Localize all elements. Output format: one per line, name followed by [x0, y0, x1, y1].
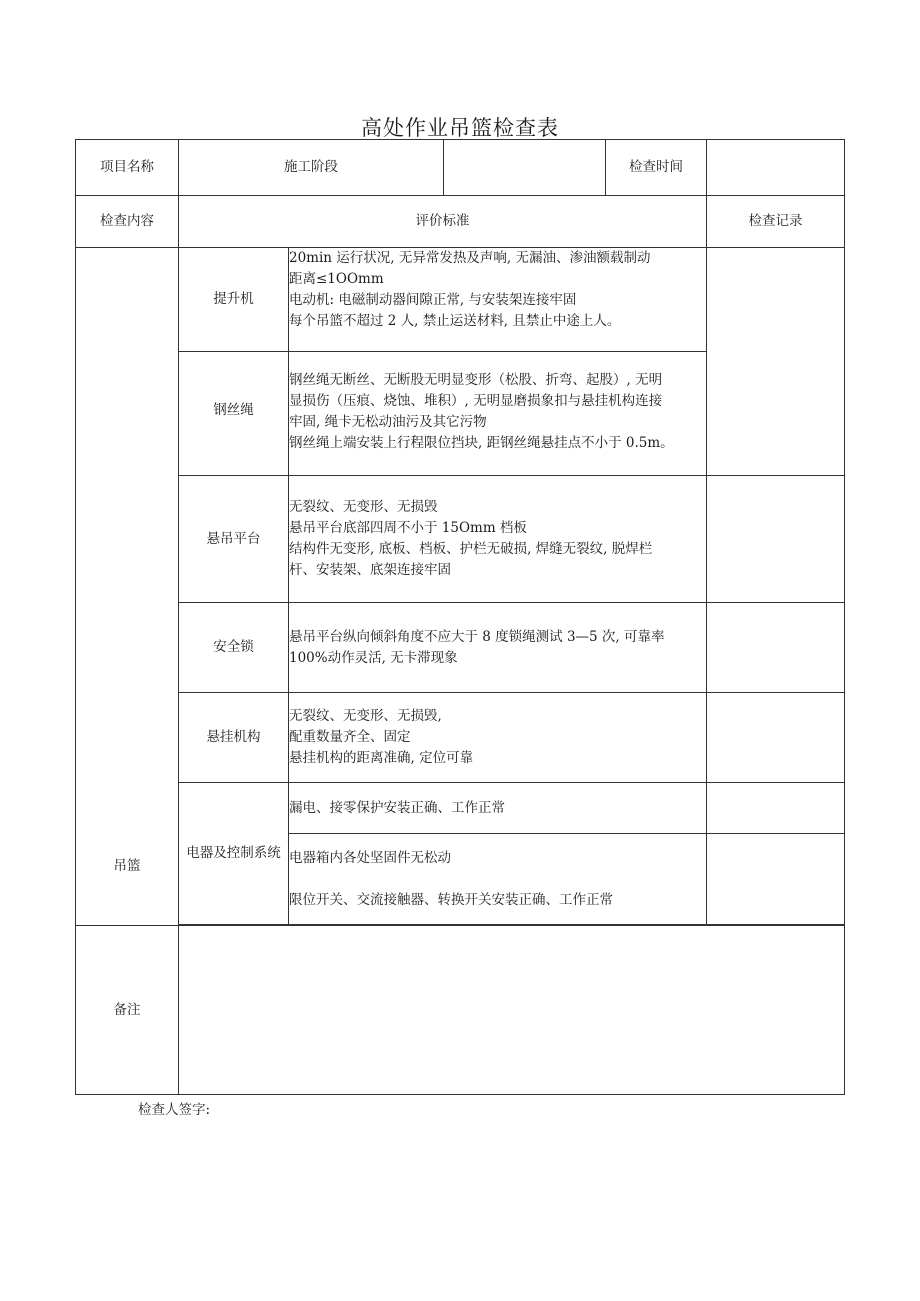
criteria-safety-lock: 悬吊平台纵向倾斜角度不应大于 8 度锁绳测试 3—5 次, 可靠率 100%动作灵活, 无卡滞现象 [289, 603, 707, 693]
item-name-wire-rope: 钢丝绳 [179, 352, 289, 476]
table-row [76, 248, 845, 352]
column-header-standard: 评价标准 [179, 196, 707, 248]
item-name-platform: 悬吊平台 [179, 476, 289, 603]
table-row [76, 476, 845, 603]
record-cell-suspension[interactable] [707, 693, 845, 783]
record-cell-hoist-rope[interactable] [707, 248, 845, 476]
table-row [76, 693, 845, 783]
page-title: 高处作业吊篮检查表 [361, 116, 559, 140]
stage-value-cell[interactable] [444, 140, 606, 196]
record-cell-safety-lock[interactable] [707, 603, 845, 693]
item-name-electrical: 电器及控制系统 [179, 783, 289, 925]
header-row [76, 140, 845, 196]
inspection-table [75, 139, 845, 1095]
remarks-label: 备注 [76, 926, 179, 1095]
criteria-electrical-a: 漏电、接零保护安装正确、工作正常 [289, 783, 707, 834]
record-cell-electrical-b[interactable] [707, 834, 845, 925]
item-name-safety-lock: 安全锁 [179, 603, 289, 693]
criteria-suspension: 无裂纹、无变形、无损毁, 配重数量齐全、固定 悬挂机构的距离准确, 定位可靠 [289, 693, 707, 783]
stage-label: 施工阶段 [179, 140, 444, 196]
column-header-row [76, 196, 845, 248]
project-name-label: 项目名称 [76, 140, 179, 196]
item-name-hoist: 提升机 [179, 248, 289, 352]
criteria-electrical-b: 电器箱内各处坚固件无松动 限位开关、交流接触器、转换开关安装正确、工作正常 [289, 834, 707, 925]
column-header-record: 检查记录 [707, 196, 845, 248]
item-name-suspension: 悬挂机构 [179, 693, 289, 783]
check-time-label: 检查时间 [606, 140, 707, 196]
inspector-signature-label: 检查人签字: [138, 1102, 211, 1118]
record-cell-platform[interactable] [707, 476, 845, 603]
remarks-row [76, 926, 845, 1095]
category-label: 吊篮 [76, 248, 179, 926]
criteria-hoist: 20min 运行状况, 无异常发热及声响, 无漏油、渗油额载制动 距离≤1OOmm 电动机: 电磁制动器间隙正常, 与安装架连接牢固 每个吊篮不超过 2 人, 禁止运送材料, 且禁止中途上人。 [289, 248, 707, 352]
criteria-platform: 无裂纹、无变形、无损毁 悬吊平台底部四周不小于 15Omm 档板 结构件无变形, 底板、档板、护栏无破损, 焊缝无裂纹, 脱焊栏 杆、安装架、底架连接牢固 [289, 476, 707, 603]
record-cell-electrical-a[interactable] [707, 783, 845, 834]
criteria-wire-rope: 钢丝绳无断丝、无断股无明显变形（松股、折弯、起股）, 无明 显损伤（压痕、烧蚀、堆积）, 无明显磨损象扣与悬挂机构连接 牢固, 绳卡无松动油污及其它污物 钢丝绳上端安装上行程限位挡块, 距钢丝绳悬挂点不小于 0.5m。 [289, 352, 707, 476]
column-header-content: 检查内容 [76, 196, 179, 248]
check-time-value-cell[interactable] [707, 140, 845, 196]
table-row [76, 783, 845, 834]
table-row [76, 603, 845, 693]
remarks-cell[interactable] [179, 926, 845, 1095]
